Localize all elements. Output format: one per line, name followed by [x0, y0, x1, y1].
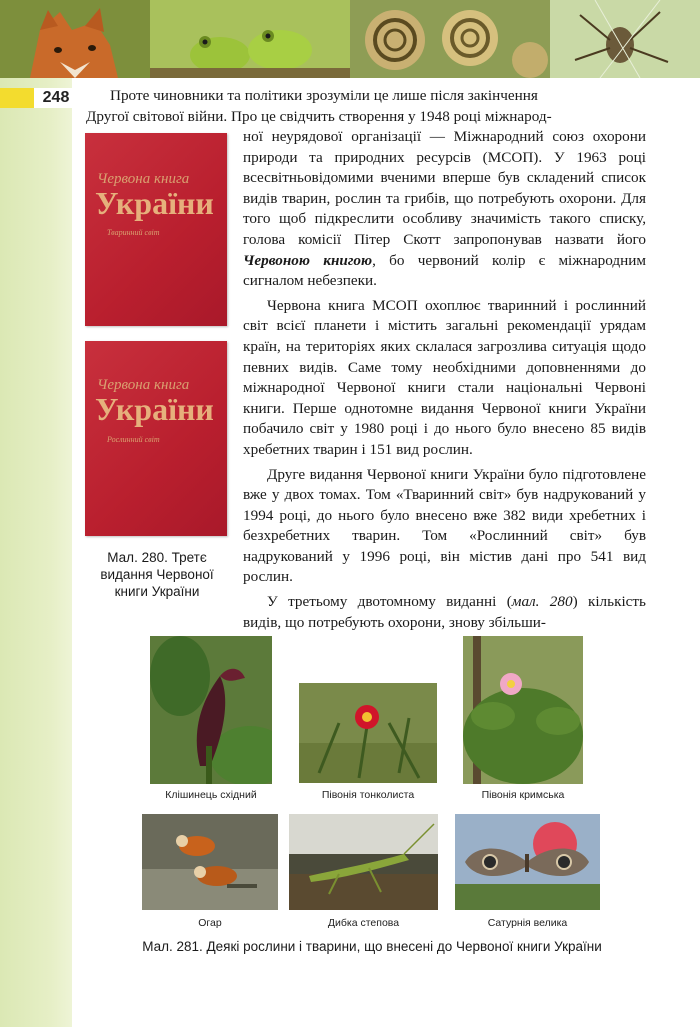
paragraph-1-top	[86, 86, 646, 127]
margin-strip	[0, 75, 72, 1027]
text-span: , бо червоний колір є міжнародним сигналом небезпеки.	[243, 251, 646, 290]
text-line: Проте чиновники та політики зрозуміли це лише після закінчення	[110, 87, 538, 104]
photo-saturnia-pyri	[455, 814, 600, 910]
photo-saga-pedo	[289, 814, 438, 910]
book-volume: Тваринний світ	[107, 228, 160, 237]
book-title-line: Червона книга	[97, 171, 190, 187]
text-span: ної неурядової організації — Міжнародний союз охорони природи та природних ресурсів (МСОП). У 1963 році всесвітньовідомими вченими вперше був складений список видів тварин, рослин та грибів, що потребують охорони. Для того щоб підкреслити особливу значимість такого списку, голова комісії Пітер Скотт запропонував назвати його	[243, 128, 646, 248]
page-number: 248	[34, 88, 78, 108]
paragraph-4	[243, 592, 646, 633]
book-title-country: України	[95, 185, 214, 221]
figure-280-caption: Мал. 280. Третє видання Червоної книги України	[100, 550, 214, 599]
book-volume: Рослинний світ	[107, 435, 160, 444]
text-span: ) кількість видів, що потребують охорони, знову збільши-	[243, 593, 646, 631]
paragraph-2: Червона книга МСОП охоплює тваринний і рослинний світ всієї планети і містить загальні рекомендації урядам країн, на територіях яких склалася загрозлива ситуація щодо певних видів. Саме тому необхідними доповненнями до міжнародної Червоної книги стали національні Червоні книги. Перше однотомне видання Червоної книги України побачило світ у 1980 році і до нього було внесено 85 видів хребетних тварин і 151 вид рослин.	[243, 296, 646, 458]
paragraph-1	[243, 127, 646, 292]
main-text-column	[243, 127, 646, 633]
banner-illustration	[0, 0, 700, 78]
photo-aristolochia	[150, 636, 272, 784]
figure-reference: мал. 280	[511, 593, 573, 611]
red-book-cover-plants	[85, 341, 227, 536]
emphasis-term: Червоною книгою	[243, 251, 373, 269]
photo-ruddy-shelduck	[142, 814, 278, 910]
photo-label: Сатурнія велика	[487, 917, 568, 929]
photo-label: Огар	[198, 917, 222, 929]
photo-peony-crimean	[463, 636, 583, 784]
paragraph-3: Друге видання Червоної книги України було підготовлене вже у двох томах. Том «Тваринний світ» був надрукований у 1994 році, до нього було внесено вже 382 види хребетних і безхребетних тварин. Том «Рослинний світ» був надрукований у 1996 році, він містив дані про 541 вид рослин.	[243, 465, 646, 586]
figure-281-caption: Мал. 281. Деякі рослини і тварини, що внесені до Червоної книги України	[142, 939, 602, 954]
text-span: У третьому двотомному виданні (	[267, 593, 512, 611]
photo-peony-thin	[299, 683, 437, 783]
nature-banner	[0, 0, 700, 78]
book-title-country: України	[95, 391, 214, 427]
frog-icon	[190, 37, 250, 73]
red-book-cover-animals	[85, 133, 227, 326]
photo-label: Клішинець східний	[165, 789, 257, 801]
photo-label: Півонія тонколиста	[321, 789, 415, 801]
photo-label: Півонія кримська	[481, 789, 565, 801]
frog-icon	[248, 30, 312, 70]
spider-icon	[606, 27, 634, 63]
photo-label: Дибка степова	[327, 917, 400, 929]
book-title-line: Червона книга	[97, 377, 190, 393]
text-line: Другої світової війни. Про це свідчить створення у 1948 році міжнарод-	[86, 107, 552, 125]
